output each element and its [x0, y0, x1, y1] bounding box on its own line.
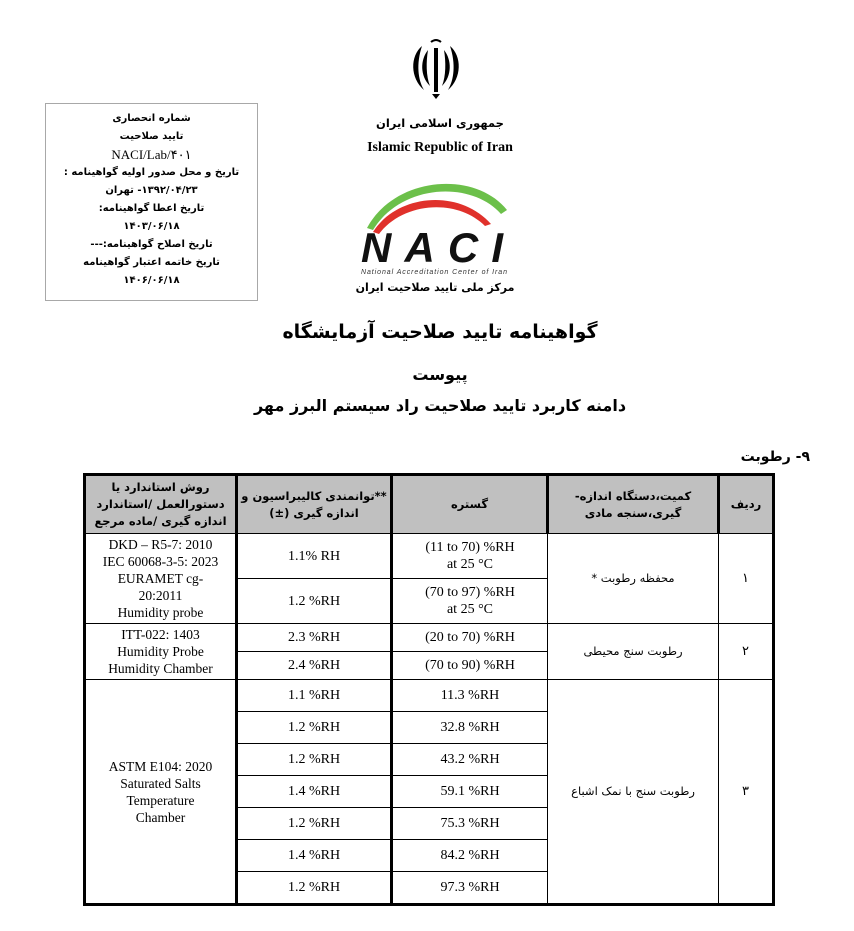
table-row: [85, 624, 774, 652]
range-cell: (70 to 90) %RH: [392, 652, 548, 680]
info-line: تاریخ اصلاح گواهینامه:---: [90, 239, 213, 250]
naci-logo-text: NACI: [361, 224, 503, 271]
quantity-cell: رطوبت سنج با نمک اشباع: [548, 680, 719, 905]
method-line: Humidity Chamber: [108, 661, 213, 676]
row-number-cell: ۳: [719, 680, 774, 905]
quantity-cell: محفظه رطوبت *: [548, 534, 719, 624]
range-cell: 59.1 %RH: [392, 776, 548, 808]
method-line: Chamber: [135, 809, 186, 825]
capability-cell: 1.2 %RH: [237, 579, 392, 624]
method-line: 20:2011: [138, 588, 183, 603]
capability-cell: 1.2 %RH: [237, 712, 392, 744]
method-line: Humidity probe: [117, 605, 204, 620]
table-row: [85, 534, 774, 579]
naci-logo: [355, 170, 515, 298]
header-quantity: کمیت،دستگاه اندازه-گیری،سنجه مادی: [548, 475, 719, 534]
row-number-cell: ۱: [719, 534, 774, 624]
naci-english-name: National Accreditation Center of Iran: [361, 269, 507, 276]
range-cell: [392, 534, 548, 579]
range-cell: 43.2 %RH: [392, 744, 548, 776]
info-line: تاریخ اعطا گواهینامه:: [98, 203, 205, 214]
header-capability: **توانمندی کالیبراسیون و اندازه گیری (±): [237, 475, 392, 534]
scope-title: دامنه کاربرد تایید صلاحیت راد سیستم البرز مهر: [253, 396, 627, 415]
info-line: ۱۳۹۲/۰۴/۲۳- تهران: [105, 185, 198, 196]
republic-name-en: Islamic Republic of Iran: [367, 140, 513, 155]
capability-cell: 2.3 %RH: [237, 624, 392, 652]
info-line: ۱۴۰۶/۰۶/۱۸: [123, 275, 180, 286]
capability-cell: 1.2 %RH: [237, 744, 392, 776]
method-cell: [85, 534, 237, 624]
range-line: (70 to 97) %RH: [425, 585, 515, 600]
capability-cell: 1.2 %RH: [237, 808, 392, 840]
range-cell: 75.3 %RH: [392, 808, 548, 840]
method-line: ASTM E104: 2020: [108, 758, 213, 774]
capability-cell: 1.1% RH: [237, 534, 392, 579]
row-number-cell: ۲: [719, 624, 774, 680]
method-line: Humidity Probe: [117, 644, 204, 659]
info-line: NACI/Lab/۴۰۱: [111, 147, 192, 162]
scope-table: [83, 473, 775, 906]
section-heading: ۹- رطوبت: [740, 449, 810, 465]
method-cell: [85, 624, 237, 680]
capability-cell: 1.4 %RH: [237, 776, 392, 808]
republic-name-fa: جمهوری اسلامی ایران: [376, 116, 504, 130]
method-line: EURAMET cg-: [117, 571, 204, 586]
info-line: تاریخ و محل صدور اولیه گواهینامه :: [63, 167, 240, 178]
range-line: at 25 °C: [446, 557, 494, 572]
method-line: DKD – R5-7: 2010: [108, 537, 213, 552]
info-line: شماره انحصاری: [112, 113, 191, 124]
range-cell: 97.3 %RH: [392, 872, 548, 905]
appendix-title: پیوست: [412, 365, 468, 384]
header-row-no: ردیف: [719, 475, 774, 534]
method-line: IEC 60068-3-5: 2023: [102, 554, 219, 569]
range-cell: (20 to 70) %RH: [392, 624, 548, 652]
table-header-row: [85, 475, 774, 534]
method-cell: [85, 680, 237, 905]
range-cell: 84.2 %RH: [392, 840, 548, 872]
info-line: تایید صلاحیت: [119, 131, 184, 142]
range-cell: 11.3 %RH: [392, 680, 548, 712]
capability-cell: 2.4 %RH: [237, 652, 392, 680]
method-line: Saturated Salts: [120, 775, 201, 791]
range-line: (11 to 70) %RH: [425, 540, 515, 555]
naci-persian-name: مرکز ملی تایید صلاحیت ایران: [355, 281, 515, 294]
iran-emblem-icon: [408, 38, 464, 100]
info-line: تاریخ خاتمه اعتبار گواهینامه: [83, 257, 220, 268]
capability-cell: 1.1 %RH: [237, 680, 392, 712]
header-range: گستره: [392, 475, 548, 534]
header-method: روش استاندارد یا دستورالعمل /استاندارد اندازه گیری /ماده مرجع: [85, 475, 237, 534]
info-line: ۱۴۰۳/۰۶/۱۸: [123, 221, 180, 232]
certificate-title: گواهینامه تایید صلاحیت آزمایشگاه: [282, 321, 598, 343]
table-row: [85, 680, 774, 712]
method-line: ITT-022: 1403: [121, 627, 200, 642]
range-cell: [392, 579, 548, 624]
quantity-cell: رطوبت سنج محیطی: [548, 624, 719, 680]
capability-cell: 1.2 %RH: [237, 872, 392, 905]
method-line: Temperature: [126, 792, 195, 808]
range-line: at 25 °C: [446, 602, 494, 617]
capability-cell: 1.4 %RH: [237, 840, 392, 872]
certificate-info-box: [45, 103, 258, 301]
naci-logo-graphic: [355, 170, 515, 278]
range-cell: 32.8 %RH: [392, 712, 548, 744]
